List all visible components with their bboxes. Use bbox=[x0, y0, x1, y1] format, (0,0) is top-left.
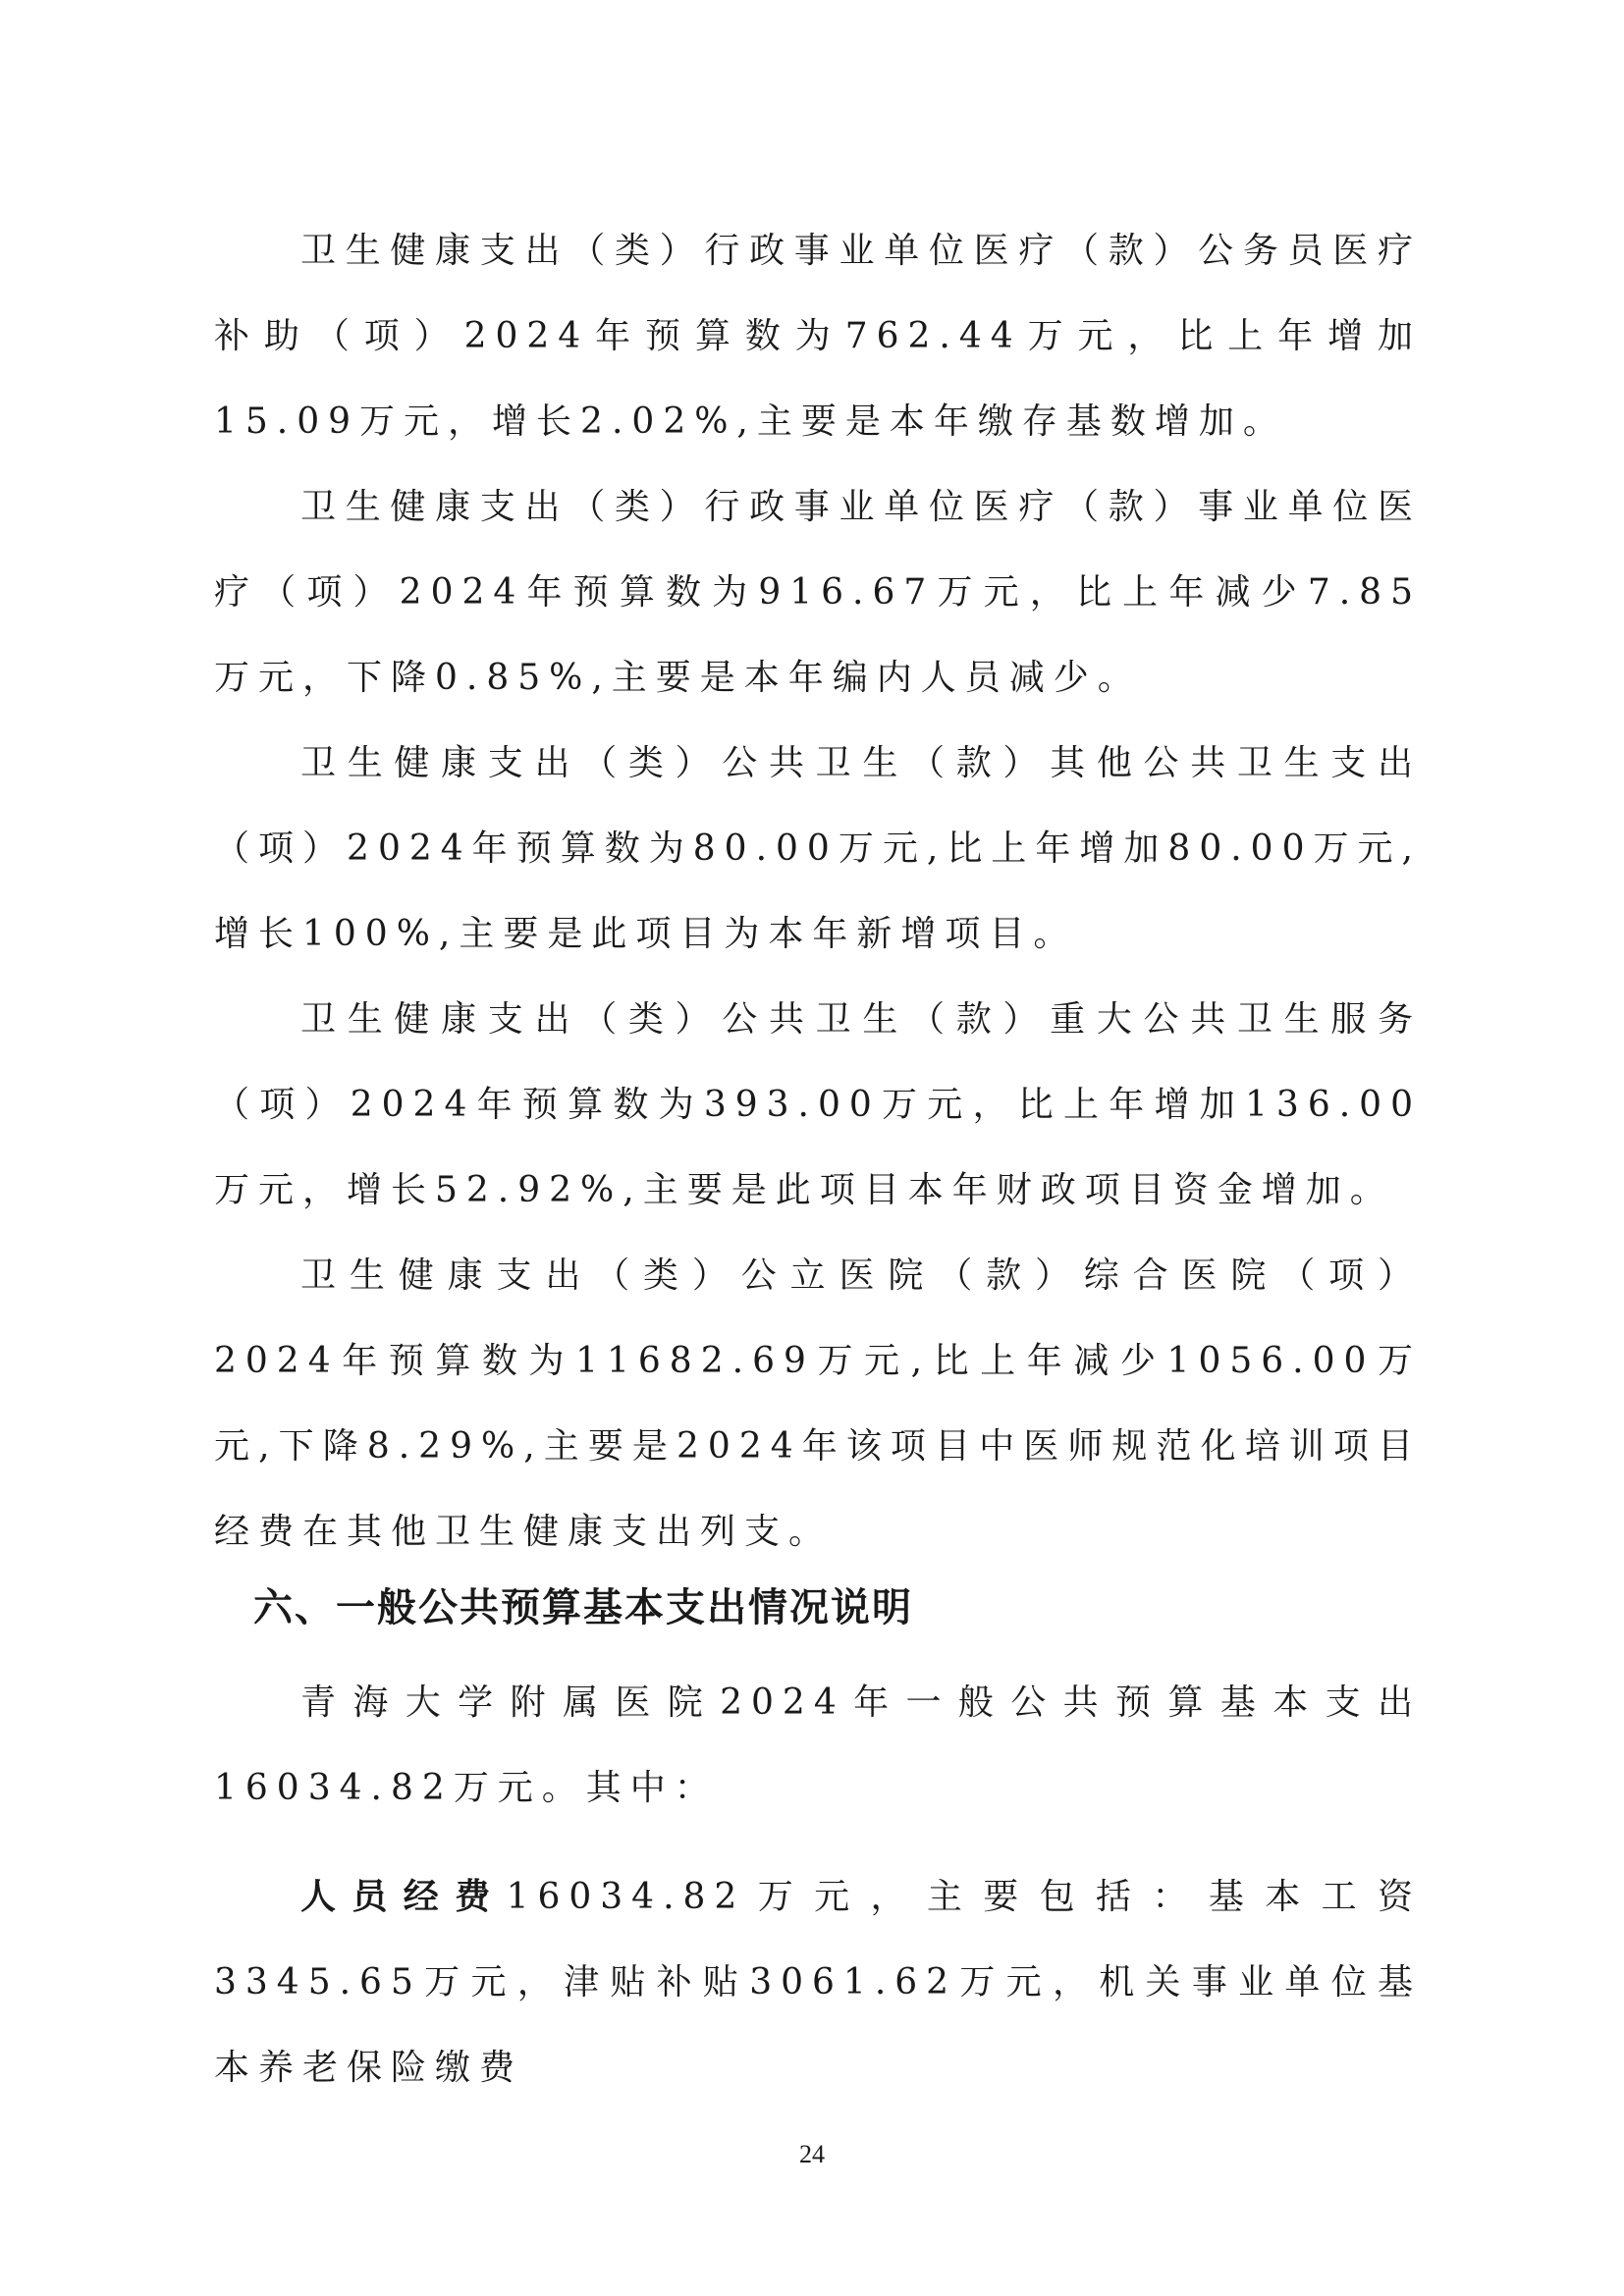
paragraph-general-hospital: 卫生健康支出（类）公立医院（款）综合医院（项）2024年预算数为11682.69万元,比上年减少1056.00万元,下降8.29%,主要是2024年该项目中医师规范化培训项目经费在其他卫生健康支出列支。 bbox=[214, 1255, 1422, 1552]
paragraph-major-public-health: 卫生健康支出（类）公共卫生（款）重大公共卫生服务（项）2024年预算数为393.00万元，比上年增加136.00万元，增长52.92%,主要是此项目本年财政项目资金增加。 bbox=[214, 999, 1422, 1210]
page-number: 24 bbox=[799, 2140, 825, 2168]
personnel-text: 16034.82万元，主要包括：基本工资3345.65万元，津贴补贴3061.62万元，机关事业单位基本养老保险缴费 bbox=[214, 1877, 1422, 2088]
paragraph-gap bbox=[214, 1831, 1422, 1854]
paragraph-institution-medical: 卫生健康支出（类）行政事业单位医疗（款）事业单位医疗（项）2024年预算数为916.67万元，比上年减少7.85万元，下降0.85%,主要是本年编内人员减少。 bbox=[214, 487, 1422, 698]
personnel-lead: 人员经费 bbox=[300, 1877, 507, 1917]
section-heading: 六、一般公共预算基本支出情况说明 bbox=[253, 1585, 913, 1630]
paragraph-civil-servant-medical: 卫生健康支出（类）行政事业单位医疗（款）公务员医疗补助（项）2024年预算数为762.44万元，比上年增加15.09万元，增长2.02%,主要是本年缴存基数增加。 bbox=[214, 231, 1422, 442]
section-intro-paragraph: 青海大学附属医院2024年一般公共预算基本支出16034.82万元。其中： bbox=[214, 1682, 1422, 1808]
page-content bbox=[214, 208, 1422, 2110]
paragraph-other-public-health: 卫生健康支出（类）公共卫生（款）其他公共卫生支出（项）2024年预算数为80.00万元,比上年增加80.00万元,增长100%,主要是此项目为本年新增项目。 bbox=[214, 743, 1422, 954]
personnel-paragraph bbox=[214, 1854, 1422, 2110]
